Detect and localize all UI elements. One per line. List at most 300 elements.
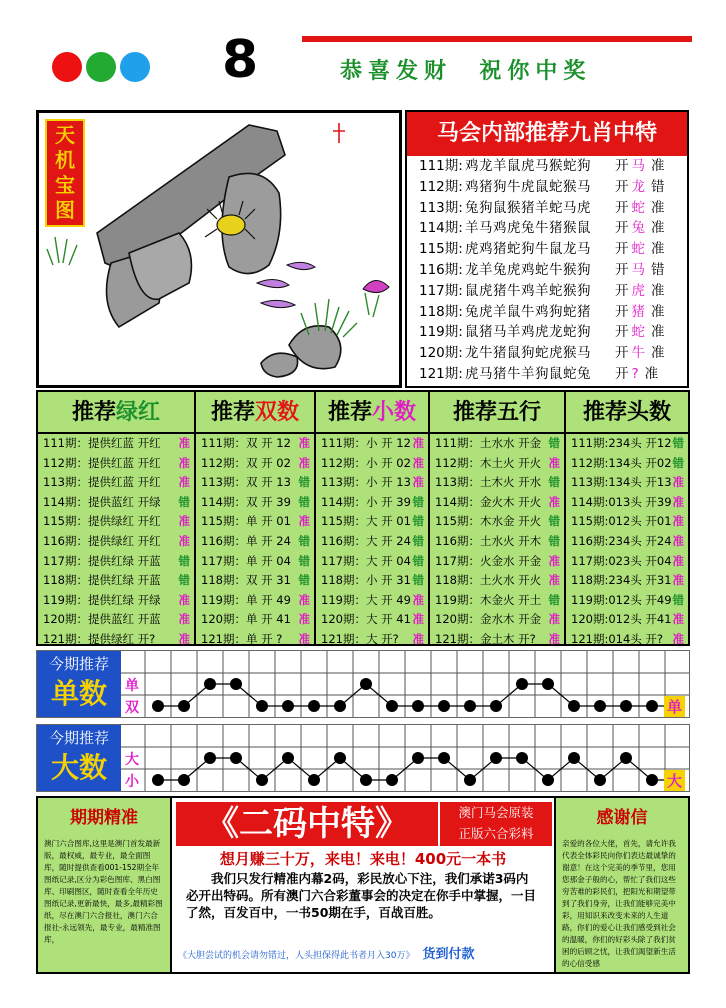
odd-even-trend-point [334,700,346,712]
recommendation-row-text: 115期：提供绿红 开红 [43,514,161,529]
recommendation-column [430,392,566,644]
nine-zodiac-animals: 羊马鸡虎兔牛猪猴鼠 [465,220,591,237]
column-title-prefix: 推荐五行 [452,399,541,425]
recommendation-row-text: 112期：小 开 02 [321,455,411,470]
recommendation-row [38,610,194,630]
recommendation-row-text: 116期：土水火 开木 [435,533,542,548]
recommendation-row [38,493,194,513]
nine-zodiac-animals: 鼠猪马羊鸡虎龙蛇狗 [465,324,591,341]
recommendation-row [196,591,314,611]
nine-zodiac-period: 114期: [419,220,463,237]
recommendation-row-mark: 错 [548,592,560,607]
recommendation-row [316,552,428,572]
nine-zodiac-open: 开 [615,158,629,174]
recommendation-row [196,493,314,513]
odd-even-trend-point [594,700,606,712]
column-title-accent: 小数 [372,399,417,425]
big-small-trend-point [490,752,502,764]
big-small-row-top-label: 大 [125,752,139,768]
recommendation-row-mark: 准 [412,612,424,627]
odd-even-trend-point [230,678,242,690]
nine-zodiac-row [407,364,687,385]
odd-even-trend-point [152,700,164,712]
recommendation-row-text: 120期：金水木 开金 [435,612,542,627]
recommendation-row-mark: 准 [298,612,310,627]
odd-even-end-tag: 单 [664,696,685,717]
nine-zodiac-result: 虎 [631,282,645,299]
recommendation-row-mark: 准 [548,455,560,470]
odd-even-trend-point [386,700,398,712]
nine-zodiac-row [407,281,687,302]
nine-zodiac-open: 开 [615,365,629,382]
big-small-trend-point [230,752,242,764]
recommendation-row [196,434,314,454]
recommendation-row-mark: 准 [298,514,310,529]
recommendation-row [38,532,194,552]
recommendation-row-mark: 错 [178,494,190,509]
recommendation-row [566,591,688,611]
nine-zodiac-row [407,302,687,323]
nine-zodiac-status: 准 [651,303,665,320]
odd-even-trend-point [542,678,554,690]
recommendation-row [38,571,194,591]
right-panel-title: 感谢信 [596,808,648,828]
big-small-trend-point [178,774,190,786]
nine-zodiac-period: 112期: [419,178,463,195]
recommendation-row-text: 111期：提供红蓝 开红 [43,436,161,450]
nine-zodiac-result: 牛 [631,345,645,362]
recommendation-row-mark: 准 [178,533,190,548]
big-small-trend-point [412,752,424,764]
big-small-trend-point [386,774,398,786]
recommendation-column [566,392,688,644]
recommendation-row [430,434,564,454]
recommendation-row [316,493,428,513]
recommendation-row-mark: 准 [548,573,560,588]
recommendation-row-mark: 准 [178,612,190,627]
nine-zodiac-period: 113期: [419,199,463,216]
recommendation-row [196,630,314,650]
odd-even-strip [36,650,690,718]
ad-banner: 《二码中特》 [176,802,438,846]
recommendation-row-mark: 准 [548,494,560,509]
recommendation-row-text: 121期：金土木 开? [435,631,536,646]
recommendation-row-text: 118期：土火水 开火 [435,573,542,588]
recommendation-row-text: 117期：提供红绿 开蓝 [43,553,161,568]
recommendation-row [566,512,688,532]
nine-zodiac-result: 蛇 [631,199,645,216]
recommendation-row-mark: 准 [412,592,424,607]
recommendation-row [316,434,428,454]
odd-even-row-bottom-label: 双 [125,700,139,716]
nine-zodiac-row [407,239,687,260]
recommendation-row-text: 121期：大 开? [321,631,399,646]
column-title-prefix: 推荐 [327,399,372,425]
ad-footer-text: 《大胆尝试的机会请勿错过，人头担保得此书者月入30万》 [178,951,415,961]
nine-zodiac-period: 119期: [419,324,463,341]
recommendation-column [196,392,316,644]
column-title-prefix: 推荐 [71,399,116,425]
nine-zodiac-period: 120期: [419,345,463,362]
recommendation-row-mark: 准 [672,612,684,627]
recommendation-column-title [566,392,688,434]
nine-zodiac-status: 准 [651,345,665,362]
recommendation-row-mark: 准 [672,475,684,490]
nine-zodiac-row [407,156,687,177]
recommendation-row [316,591,428,611]
recommendation-row-mark: 准 [298,631,310,646]
recommendation-row [316,610,428,630]
recommendation-column-title [430,392,564,434]
recommendation-row-text: 119期:012头 开49 [571,592,672,607]
recommendation-row-text: 116期:234头 开24 [571,533,672,548]
column-title-accent: 双数 [255,399,300,425]
left-panel-text: 澳门六合图库,这里是澳门首发最新版，最权威，最专业，最全面图库，随时提供查看001-152期全年图纸记录,区分为彩色图库、黑白图库、印刷图区，随时查看全年历史图纸记录,更新最快，最多,最精彩图纸，尽在澳门六合报社，澳门六合报社-永远领先，最专业，最精准图库， [44,839,163,944]
recommendation-row-text: 119期：大 开 49 [321,592,411,607]
odd-even-trend-point [204,678,216,690]
recommendation-row-text: 114期:013头 开39 [571,494,672,509]
nine-zodiac-row [407,343,687,364]
nine-zodiac-result: 猪 [631,303,645,320]
recommendation-row-mark: 准 [672,631,684,646]
recommendation-row [316,630,428,650]
recommendation-row-text: 117期:023头 开04 [571,553,672,568]
recommendation-row [430,512,564,532]
nine-zodiac-period: 111期: [419,158,463,174]
recommendation-row [196,571,314,591]
recommendation-row-mark: 准 [672,494,684,509]
header-rule [302,36,692,42]
odd-even-trend-point [178,700,190,712]
big-small-trend-point [334,752,346,764]
recommendation-row [566,610,688,630]
recommendation-row [38,454,194,474]
recommendation-row-mark: 准 [178,436,190,450]
nine-zodiac-status: 准 [651,241,665,258]
nine-zodiac-animals: 虎鸡猪蛇狗牛鼠龙马 [465,241,591,258]
big-small-trend-point [438,752,450,764]
recommendation-row-text: 113期：土木火 开水 [435,475,542,490]
recommendation-row-mark: 准 [672,553,684,568]
big-small-trend-point [568,752,580,764]
recommendation-row-text: 118期：双 开 31 [201,573,291,588]
odd-even-trend-point [568,700,580,712]
odd-even-trend-point [620,700,632,712]
recommendation-row-text: 120期:012头 开41 [571,612,672,627]
recommendation-row [566,454,688,474]
left-panel-title: 期期精准 [70,808,138,828]
nine-zodiac-animals: 龙牛猪鼠狗蛇虎猴马 [465,345,591,362]
recommendation-row-text: 119期：单 开 49 [201,592,291,607]
recommendation-row [316,532,428,552]
recommendation-row-text: 112期：提供红蓝 开红 [43,455,161,470]
page-number: 8 [222,30,257,90]
recommendation-row-mark: 准 [548,631,560,646]
recommendation-row-mark: 准 [178,514,190,529]
recommendation-row-text: 114期：小 开 39 [321,494,411,509]
odd-even-row-top-label: 单 [125,678,139,694]
recommendation-row-text: 121期:014头 开? [571,631,664,646]
recommendation-row [196,552,314,572]
odd-even-trend-point [516,678,528,690]
big-small-trend-point [152,774,164,786]
recommendation-grid [36,390,690,646]
odd-even-trend-point [256,700,268,712]
recommendation-row-text: 115期:012头 开01 [571,514,672,529]
recommendation-row [38,512,194,532]
nine-zodiac-open: 开 [615,178,629,195]
recommendation-row-mark: 错 [298,553,310,568]
recommendation-row-text: 112期：木土火 开火 [435,455,542,470]
odd-even-trend-point [412,700,424,712]
recommendation-row-text: 116期：提供绿红 开红 [43,533,161,548]
odd-even-trend-point [360,678,372,690]
nine-zodiac-status: 错 [651,261,665,278]
big-small-label-main: 大数 [50,751,107,784]
recommendation-row-mark: 错 [672,592,684,607]
recommendation-row-mark: 准 [178,631,190,646]
recommendation-row-text: 112期：双 开 02 [201,455,291,470]
nine-zodiac-period: 118期: [419,303,463,320]
recommendation-row-mark: 错 [412,573,424,588]
mystery-picture-panel [36,110,402,388]
recommendation-row [316,571,428,591]
recommendation-row-text: 111期：土水水 开金 [435,436,542,450]
recommendation-column-title [196,392,314,434]
recommendation-row [566,493,688,513]
recommendation-row-mark: 错 [298,533,310,548]
recommendation-row [430,571,564,591]
recommendation-row-text: 119期：木金火 开土 [435,592,542,607]
recommendation-row [316,512,428,532]
left-panel [38,798,172,972]
recommendation-row-mark: 准 [298,455,310,470]
recommendation-row-mark: 错 [412,514,424,529]
big-small-trend-point [542,774,554,786]
header-dot-red [52,52,82,82]
ad-footer [178,946,548,965]
recommendation-row [430,552,564,572]
big-small-trend-point [464,774,476,786]
recommendation-row-text: 120期：单 开 41 [201,612,291,627]
recommendation-row-mark: 错 [412,494,424,509]
nine-zodiac-animals: 虎马猪牛羊狗鼠蛇兔 [465,365,591,382]
recommendation-row-mark: 准 [672,533,684,548]
nine-zodiac-row [407,177,687,198]
big-small-trend-point [594,774,606,786]
recommendation-row-text: 120期：提供蓝红 开蓝 [43,612,161,627]
nine-zodiac-list [407,156,687,385]
recommendation-row-mark: 错 [298,494,310,509]
recommendation-row-mark: 错 [298,573,310,588]
odd-even-trend-point [308,700,320,712]
big-small-trend-point [204,752,216,764]
big-small-row-bottom-label: 小 [125,774,139,790]
recommendation-row-mark: 错 [178,553,190,568]
recommendation-row [430,454,564,474]
big-small-trend-point [308,774,320,786]
recommendation-row-text: 116期：单 开 24 [201,533,291,548]
recommendation-row-text: 114期：双 开 39 [201,494,291,509]
nine-zodiac-status: 准 [644,365,659,382]
recommendation-row-text: 111期：双 开 12 [201,436,291,450]
recommendation-row-text: 116期：大 开 24 [321,533,411,548]
recommendation-row-text: 118期:234头 开31 [571,573,672,588]
recommendation-row-mark: 准 [178,475,190,490]
nine-zodiac-open: 开 [615,324,629,341]
recommendation-row-text: 117期：火金水 开金 [435,553,542,568]
nine-zodiac-open: 开 [615,241,629,258]
recommendation-row [38,434,194,454]
recommendation-row-mark: 准 [412,436,424,450]
mystery-picture-title: 天机宝图 [45,119,85,227]
recommendation-row-mark: 准 [178,592,190,607]
recommendation-row-text: 113期：小 开 13 [321,475,411,490]
recommendation-row [38,630,194,650]
header-dot-blue [120,52,150,82]
odd-even-trend-point [282,700,294,712]
nine-zodiac-row [407,218,687,239]
ad-body: 我们只发行精准内幕2码，彩民放心下注，我们承诺3码内必开出特码。所有澳门六合彩董事会的决定在你手中掌握，一目了然，百发百中，一书50期在手，百战百胜。 [186,871,537,920]
recommendation-row [430,630,564,650]
odd-even-trend-point [490,700,502,712]
recommendation-row [196,454,314,474]
recommendation-row [316,454,428,474]
big-small-trend-point [282,752,294,764]
ad-footer-tag: 货到付款 [422,947,475,962]
recommendation-row-text: 114期：提供蓝红 开绿 [43,494,161,509]
recommendation-row-mark: 准 [672,514,684,529]
nine-zodiac-status: 准 [651,282,665,299]
recommendation-row-mark: 错 [298,475,310,490]
nine-zodiac-period: 116期: [419,261,463,278]
nine-zodiac-panel [405,110,689,388]
nine-zodiac-status: 准 [651,158,665,174]
recommendation-row [430,493,564,513]
recommendation-row-mark: 准 [412,631,424,646]
nine-zodiac-open: 开 [615,303,629,320]
recommendation-row-mark: 准 [548,553,560,568]
recommendation-row-text: 118期：小 开 31 [321,573,411,588]
nine-zodiac-result: 龙 [631,178,645,195]
recommendation-row [566,434,688,454]
recommendation-row-mark: 准 [672,573,684,588]
recommendation-row-text: 112期:134头 开02 [571,455,672,470]
recommendation-row-text: 121期：单 开 ? [201,631,283,646]
recommendation-row-mark: 错 [548,475,560,490]
mystery-picture [39,113,399,385]
nine-zodiac-status: 准 [651,199,665,216]
recommendation-row [196,610,314,630]
recommendation-row-mark: 准 [548,612,560,627]
big-small-trend-point [620,752,632,764]
nine-zodiac-status: 准 [651,220,665,237]
nine-zodiac-result: 马 [631,158,645,174]
recommendation-row [566,630,688,650]
nine-zodiac-open: 开 [615,220,629,237]
nine-zodiac-row [407,322,687,343]
nine-zodiac-open: 开 [615,261,629,278]
recommendation-row [196,532,314,552]
odd-even-trend-point [646,700,658,712]
recommendation-row-text: 111期：小 开 12 [321,436,411,450]
nine-zodiac-period: 117期: [419,282,463,299]
nine-zodiac-animals: 龙羊兔虎鸡蛇牛猴狗 [465,261,591,278]
recommendation-row [38,473,194,493]
odd-even-trend-point [464,700,476,712]
recommendation-row [430,591,564,611]
recommendation-row [430,610,564,630]
recommendation-row [566,473,688,493]
recommendation-row-text: 120期：大 开 41 [321,612,411,627]
recommendation-row-mark: 错 [548,533,560,548]
recommendation-row-text: 115期：单 开 01 [201,514,291,529]
odd-even-trend-point [438,700,450,712]
nine-zodiac-status: 错 [651,178,665,195]
recommendation-row-mark: 准 [178,455,190,470]
nine-zodiac-row [407,260,687,281]
ad-center [172,798,554,972]
recommendation-row-text: 115期：大 开 01 [321,514,411,529]
recommendation-row-mark: 错 [548,436,560,450]
bottom-section [36,796,690,974]
recommendation-row-text: 111期:234头 开12 [571,436,672,450]
recommendation-row-mark: 准 [412,475,424,490]
slogan: 恭喜发财 祝你中奖 [340,58,592,84]
big-small-trend-point [360,774,372,786]
ad-origin [440,802,552,846]
right-panel-text: 亲爱的各位大佬，首先，请允许我代表全体彩民向你们表达最诚挚的谢意！在这个完美的季节里，您用您那金子般的心，帮忙了我们这些穷苦难的彩民们，把阳光和期望带到了我们身旁，让我们能够完美中彩，用知识来改变未来的人生道路，你们的爱心让我们感受到社会的温暖，你们的好彩头除了我们贫困的后顾之忧，让我们渴望新生活的心信受感 [562,839,676,968]
big-small-trend-point [256,774,268,786]
recommendation-row [566,552,688,572]
nine-zodiac-result: ? [631,365,639,382]
nine-zodiac-title: 马会内部推荐九肖中特 [407,112,687,156]
big-small-label-top: 今期推荐 [48,729,109,747]
big-small-trend-point [516,752,528,764]
recommendation-row-text: 121期：提供绿红 开? [43,631,156,646]
nine-zodiac-animals: 鸡猪狗牛虎鼠蛇猴马 [465,178,591,195]
recommendation-row-mark: 错 [672,455,684,470]
big-small-end-tag: 大 [664,770,685,791]
nine-zodiac-result: 兔 [631,220,645,237]
nine-zodiac-period: 121期: [419,365,463,382]
nine-zodiac-open: 开 [615,199,629,216]
recommendation-row-text: 115期：木水金 开火 [435,514,542,529]
nine-zodiac-open: 开 [615,282,629,299]
recommendation-row-text: 118期：提供红绿 开蓝 [43,573,161,588]
recommendation-row-text: 119期：提供红绿 开绿 [43,592,161,607]
recommendation-row-text: 117期：大 开 04 [321,553,411,568]
nine-zodiac-row [407,198,687,219]
header-dot-green [86,52,116,82]
nine-zodiac-result: 蛇 [631,324,645,341]
big-small-strip [36,724,690,792]
recommendation-row-mark: 错 [178,573,190,588]
recommendation-row-text: 114期：金火木 开火 [435,494,542,509]
recommendation-row [196,512,314,532]
nine-zodiac-status: 准 [651,324,665,341]
recommendation-column [38,392,196,644]
recommendation-row-text: 113期：提供红蓝 开红 [43,475,161,490]
recommendation-row [38,552,194,572]
nine-zodiac-animals: 鼠虎猪牛鸡羊蛇猴狗 [465,282,591,299]
right-panel [554,798,688,972]
recommendation-row-mark: 错 [548,514,560,529]
recommendation-row-mark: 错 [412,533,424,548]
nine-zodiac-period: 115期: [419,241,463,258]
big-small-trend-point [646,774,658,786]
recommendation-row [430,532,564,552]
